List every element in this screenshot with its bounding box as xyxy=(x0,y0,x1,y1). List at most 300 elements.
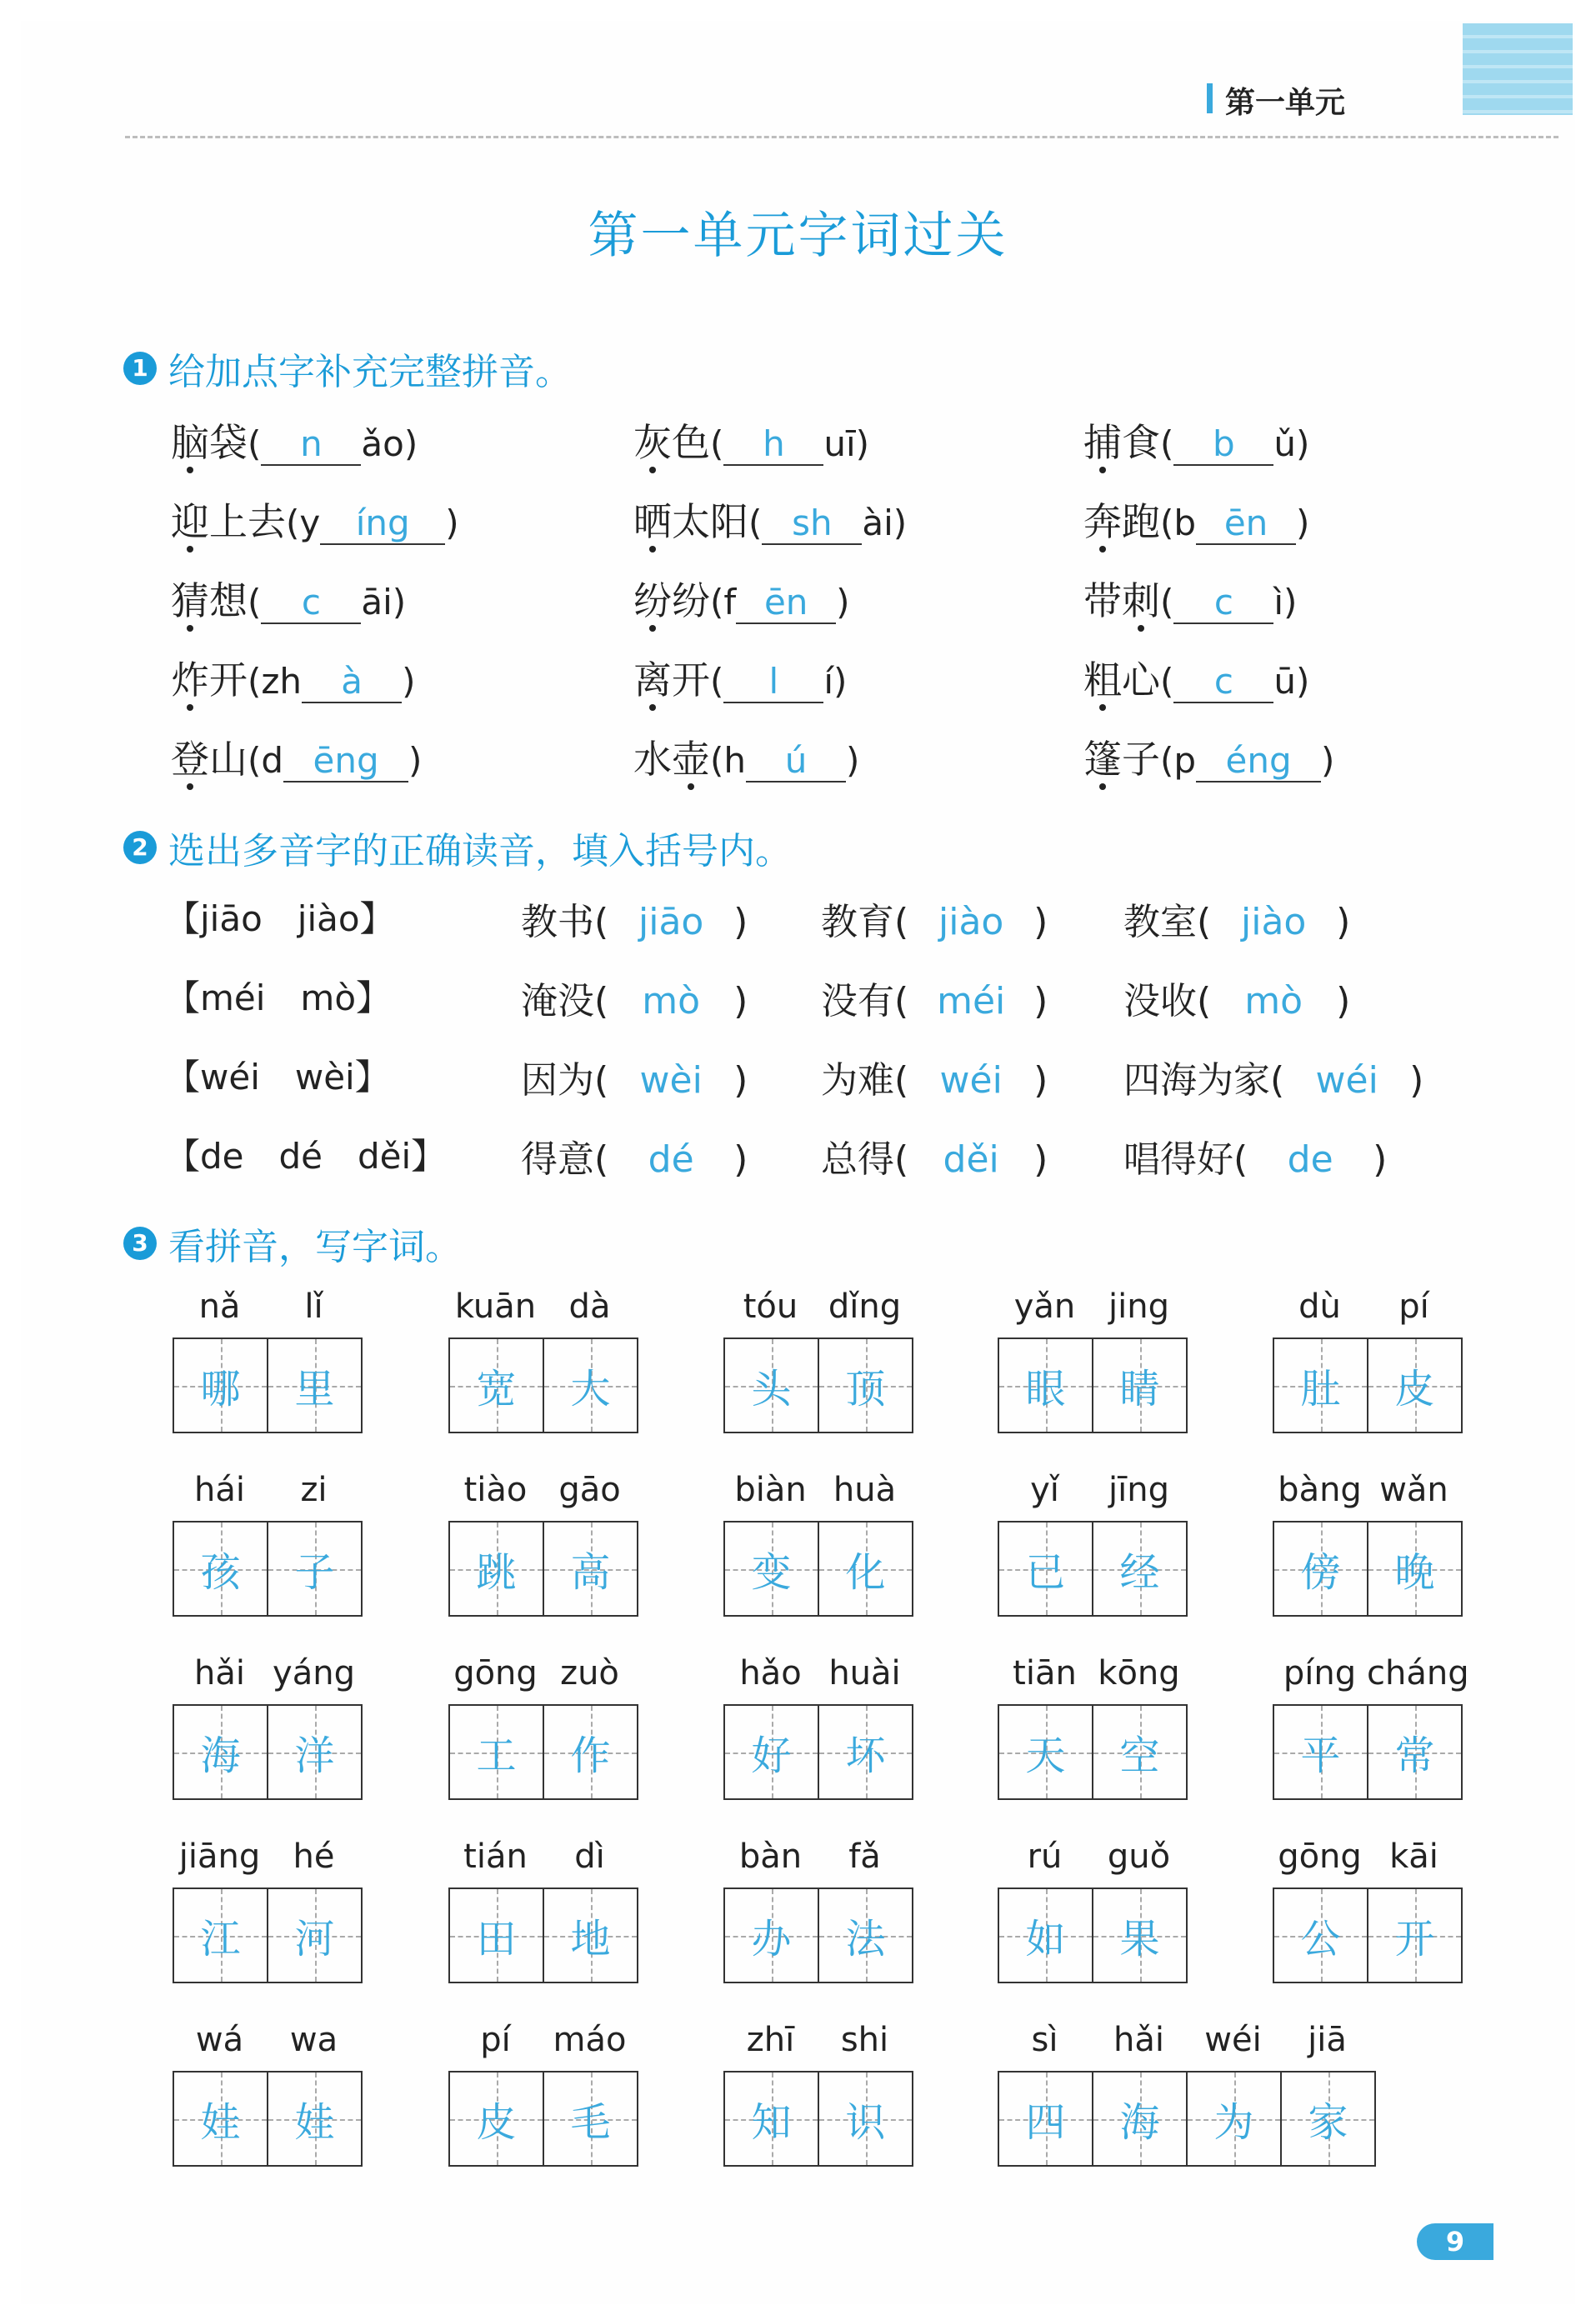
reading-options: 【wéi wèi】 xyxy=(165,1057,390,1098)
hanzi: 带 xyxy=(1083,578,1122,623)
writing-cell[interactable] xyxy=(1274,1339,1368,1432)
pinyin-prefix: (h xyxy=(710,740,747,781)
reading-answer[interactable]: jiāo xyxy=(638,901,704,943)
writing-cell[interactable] xyxy=(1274,1706,1368,1798)
writing-cell[interactable] xyxy=(174,1339,268,1432)
writing-cell[interactable] xyxy=(174,1889,268,1982)
reading-answer[interactable]: de xyxy=(1287,1138,1333,1181)
pinyin-suffix: ) xyxy=(846,740,860,781)
word-box-group xyxy=(723,1838,913,1983)
word-box-group xyxy=(998,2021,1376,2167)
written-character: 宽 xyxy=(476,1366,517,1412)
writing-cell[interactable] xyxy=(450,1522,544,1615)
pinyin-answer[interactable]: c xyxy=(261,582,361,624)
written-character: 法 xyxy=(845,1916,886,1962)
writing-cell[interactable] xyxy=(450,1339,544,1432)
writing-cell[interactable] xyxy=(268,1706,361,1798)
writing-cell[interactable] xyxy=(999,1706,1093,1798)
hanzi: 跑 xyxy=(1122,499,1160,544)
tianzige-boxes xyxy=(448,2071,638,2167)
pinyin-prefix: ( xyxy=(248,423,262,464)
pinyin-answer[interactable]: b xyxy=(1173,423,1273,466)
writing-cell[interactable] xyxy=(544,1706,637,1798)
writing-cell[interactable] xyxy=(450,1889,544,1982)
pinyin-fill-item xyxy=(633,571,850,626)
written-character: 眼 xyxy=(1025,1366,1066,1412)
close-paren: ) xyxy=(1336,980,1351,1022)
reading-options: 【de dé děi】 xyxy=(165,1136,447,1177)
close-paren: ) xyxy=(733,1138,748,1181)
pinyin-row xyxy=(173,1288,363,1338)
pinyin-row xyxy=(173,1838,363,1888)
polyphone-item xyxy=(821,1129,1048,1182)
hanzi: 刺 xyxy=(1122,578,1160,623)
writing-cell[interactable] xyxy=(174,2072,268,2165)
pinyin-syllable: cháng xyxy=(1367,1654,1469,1692)
writing-cell[interactable] xyxy=(1093,1706,1186,1798)
writing-cell[interactable] xyxy=(819,1339,912,1432)
open-paren: ( xyxy=(1197,901,1212,943)
word: 因为 xyxy=(521,1059,594,1102)
open-paren: ( xyxy=(894,1138,909,1181)
pinyin-syllable: jing xyxy=(1108,1288,1169,1326)
pinyin-syllable: lǐ xyxy=(304,1288,323,1326)
hanzi: 色 xyxy=(672,420,710,465)
written-character: 田 xyxy=(476,1916,517,1962)
written-character: 果 xyxy=(1119,1916,1160,1962)
written-character: 高 xyxy=(570,1549,611,1596)
pinyin-row xyxy=(723,2021,913,2071)
pinyin-answer[interactable]: íng xyxy=(320,502,445,545)
written-character: 常 xyxy=(1394,1732,1435,1779)
pinyin-answer[interactable]: n xyxy=(261,423,361,466)
pinyin-answer[interactable]: éng xyxy=(1196,740,1321,782)
writing-cell[interactable] xyxy=(544,1889,637,1982)
tianzige-boxes xyxy=(173,1704,363,1800)
pinyin-syllable: fǎ xyxy=(848,1838,881,1876)
word-box-group xyxy=(448,1838,638,1983)
writing-cell[interactable] xyxy=(268,1522,361,1615)
polyphone-item xyxy=(1123,892,1350,945)
hanzi: 食 xyxy=(1122,420,1160,465)
written-character: 坏 xyxy=(845,1732,886,1779)
pinyin-syllable: guǒ xyxy=(1107,1838,1171,1876)
hanzi: 心 xyxy=(1122,658,1160,702)
pinyin-fill-item xyxy=(633,650,847,705)
writing-cell[interactable] xyxy=(999,1339,1093,1432)
word: 没收 xyxy=(1123,980,1197,1022)
written-character: 为 xyxy=(1213,2099,1254,2146)
word-box-group xyxy=(1273,1654,1469,1800)
pinyin-prefix: (zh xyxy=(248,661,303,702)
word-box-group xyxy=(448,1288,638,1433)
written-character: 海 xyxy=(1119,2099,1160,2146)
pinyin-row xyxy=(448,1288,638,1338)
close-paren: ) xyxy=(1336,901,1351,943)
pinyin-syllable: yáng xyxy=(273,1654,355,1692)
section-heading-text: 看拼音，写字词。 xyxy=(168,1226,462,1268)
pinyin-fill-item xyxy=(1083,492,1309,547)
written-character: 江 xyxy=(200,1916,241,1962)
writing-cell[interactable] xyxy=(268,2072,361,2165)
pinyin-suffix: ) xyxy=(445,502,459,543)
word-box-group xyxy=(723,2021,913,2167)
open-paren: ( xyxy=(1270,1059,1285,1102)
pinyin-row xyxy=(723,1838,913,1888)
hanzi: 灰 xyxy=(633,420,672,465)
pinyin-suffix: ) xyxy=(836,582,850,622)
writing-cell[interactable] xyxy=(544,1339,637,1432)
pinyin-row xyxy=(1273,1838,1463,1888)
writing-cell[interactable] xyxy=(450,2072,544,2165)
hanzi: 山 xyxy=(209,737,248,782)
written-character: 子 xyxy=(294,1549,335,1596)
writing-cell[interactable] xyxy=(1274,1889,1368,1982)
pinyin-row xyxy=(998,1288,1188,1338)
close-paren: ) xyxy=(1033,980,1048,1022)
pinyin-fill-item xyxy=(171,412,418,468)
written-character: 皮 xyxy=(476,2099,517,2146)
pinyin-row xyxy=(998,1654,1188,1704)
pinyin-fill-item xyxy=(171,571,406,626)
pinyin-syllable: tiān xyxy=(1013,1654,1077,1692)
writing-cell[interactable] xyxy=(999,2072,1093,2165)
pinyin-row xyxy=(1273,1471,1463,1521)
polyphone-item xyxy=(1123,1050,1423,1103)
reading-answer[interactable]: děi xyxy=(943,1138,999,1181)
hanzi: 粗 xyxy=(1083,658,1122,702)
hanzi: 开 xyxy=(672,658,710,702)
header-divider xyxy=(125,136,1558,138)
written-character: 经 xyxy=(1119,1549,1160,1596)
writing-cell[interactable] xyxy=(268,1889,361,1982)
pinyin-row xyxy=(1273,1288,1463,1338)
hanzi: 水 xyxy=(633,737,672,782)
pinyin-prefix: ( xyxy=(710,661,724,702)
section-heading-text: 选出多音字的正确读音，填入括号内。 xyxy=(168,830,792,872)
written-character: 肚 xyxy=(1300,1366,1341,1412)
pinyin-prefix: (p xyxy=(1160,740,1197,781)
pinyin-syllable: pí xyxy=(480,2021,511,2059)
tianzige-boxes xyxy=(723,1521,913,1617)
corner-tab-decoration xyxy=(1463,23,1573,115)
close-paren: ) xyxy=(1409,1059,1424,1102)
written-character: 家 xyxy=(1308,2099,1348,2146)
reading-answer[interactable]: jiào xyxy=(938,901,1004,943)
reading-answer[interactable]: mò xyxy=(642,980,701,1022)
written-character: 哪 xyxy=(200,1366,241,1412)
pinyin-suffix: ǔ) xyxy=(1273,423,1310,464)
written-character: 四 xyxy=(1025,2099,1066,2146)
reading-answer[interactable]: méi xyxy=(937,980,1006,1022)
tianzige-boxes xyxy=(1273,1704,1463,1800)
hanzi: 捕 xyxy=(1083,420,1122,465)
tianzige-boxes xyxy=(173,1888,363,1983)
pinyin-answer[interactable]: ēn xyxy=(736,582,836,624)
written-character: 皮 xyxy=(1394,1366,1435,1412)
pinyin-fill-item xyxy=(633,729,859,784)
polyphone-item xyxy=(821,1050,1048,1103)
word-box-group xyxy=(723,1471,913,1617)
tianzige-boxes xyxy=(723,1704,913,1800)
word-box-group xyxy=(1273,1838,1463,1983)
word-box-group xyxy=(448,1471,638,1617)
open-paren: ( xyxy=(1233,1138,1248,1181)
pinyin-answer[interactable]: à xyxy=(302,661,402,703)
pinyin-syllable: shi xyxy=(840,2021,889,2059)
polyphone-item xyxy=(821,971,1048,1024)
word: 为难 xyxy=(821,1059,894,1102)
pinyin-syllable: máo xyxy=(553,2021,627,2059)
open-paren: ( xyxy=(594,980,609,1022)
written-character: 化 xyxy=(845,1549,886,1596)
writing-cell[interactable] xyxy=(819,1889,912,1982)
section3-heading xyxy=(123,1217,462,1270)
tianzige-boxes xyxy=(1273,1888,1463,1983)
tianzige-boxes xyxy=(173,1521,363,1617)
writing-cell[interactable] xyxy=(1274,1522,1368,1615)
reading-answer[interactable]: wéi xyxy=(1315,1059,1378,1102)
pinyin-prefix: (y xyxy=(286,502,321,543)
pinyin-syllable: wá xyxy=(195,2021,244,2059)
polyphone-item xyxy=(521,971,748,1024)
hanzi: 壶 xyxy=(672,737,710,782)
open-paren: ( xyxy=(594,1059,609,1102)
pinyin-syllable: pí xyxy=(1398,1288,1429,1326)
pinyin-prefix: ( xyxy=(1160,582,1174,622)
writing-cell[interactable] xyxy=(725,1889,819,1982)
writing-cell[interactable] xyxy=(725,1706,819,1798)
word-box-group xyxy=(448,2021,638,2167)
writing-cell[interactable] xyxy=(999,1889,1093,1982)
word-box-group xyxy=(1273,1471,1463,1617)
tianzige-boxes xyxy=(998,1704,1188,1800)
pinyin-suffix: ǎo) xyxy=(361,423,418,464)
reading-answer[interactable]: mò xyxy=(1244,980,1303,1022)
pinyin-answer[interactable]: h xyxy=(723,423,823,466)
pinyin-syllable: yǐ xyxy=(1030,1471,1059,1509)
word: 得意 xyxy=(521,1138,594,1181)
writing-cell[interactable] xyxy=(174,1706,268,1798)
written-character: 海 xyxy=(200,1732,241,1779)
written-character: 大 xyxy=(570,1366,611,1412)
written-character: 娃 xyxy=(294,2099,335,2146)
hanzi: 上 xyxy=(209,499,248,544)
pinyin-suffix: uī) xyxy=(823,423,870,464)
pinyin-answer[interactable]: l xyxy=(723,661,823,703)
reading-answer[interactable]: wèi xyxy=(639,1059,703,1102)
word-box-group xyxy=(998,1288,1188,1433)
word-box-group xyxy=(173,1288,363,1433)
pinyin-syllable: huà xyxy=(833,1471,897,1509)
pinyin-answer[interactable]: ú xyxy=(746,740,846,782)
open-paren: ( xyxy=(894,901,909,943)
reading-answer[interactable]: dé xyxy=(648,1138,694,1181)
word-box-group xyxy=(723,1288,913,1433)
close-paren: ) xyxy=(1373,1138,1388,1181)
writing-cell[interactable] xyxy=(1093,1339,1186,1432)
close-paren: ) xyxy=(733,1059,748,1102)
writing-cell[interactable] xyxy=(1368,1706,1461,1798)
tianzige-boxes xyxy=(448,1704,638,1800)
writing-cell[interactable] xyxy=(725,2072,819,2165)
pinyin-syllable: tiào xyxy=(463,1471,528,1509)
word: 教书 xyxy=(521,901,594,943)
hanzi: 猜 xyxy=(171,578,209,623)
pinyin-row xyxy=(723,1288,913,1338)
pinyin-syllable: gāo xyxy=(558,1471,621,1509)
pinyin-row xyxy=(448,1838,638,1888)
section-number: 2 xyxy=(123,831,157,864)
pinyin-prefix: ( xyxy=(248,582,262,622)
writing-cell[interactable] xyxy=(1368,1889,1461,1982)
word-box-group xyxy=(998,1654,1188,1800)
writing-cell[interactable] xyxy=(819,1522,912,1615)
written-character: 地 xyxy=(570,1916,611,1962)
written-character: 已 xyxy=(1025,1549,1066,1596)
polyphone-item xyxy=(1123,971,1350,1024)
writing-cell[interactable] xyxy=(1368,1522,1461,1615)
pinyin-syllable: zi xyxy=(300,1471,328,1509)
writing-cell[interactable] xyxy=(999,1522,1093,1615)
pinyin-suffix: ) xyxy=(408,740,423,781)
pinyin-row xyxy=(723,1654,913,1704)
polyphone-item xyxy=(521,892,748,945)
writing-cell[interactable] xyxy=(268,1339,361,1432)
writing-cell[interactable] xyxy=(725,1339,819,1432)
hanzi: 离 xyxy=(633,658,672,702)
writing-cell[interactable] xyxy=(1368,1339,1461,1432)
tianzige-boxes xyxy=(448,1521,638,1617)
pinyin-syllable: wéi xyxy=(1204,2021,1262,2059)
word-box-group xyxy=(1273,1288,1463,1433)
writing-cell[interactable] xyxy=(174,1522,268,1615)
page-title: 第一单元字词过关 xyxy=(588,207,1008,265)
writing-cell[interactable] xyxy=(1188,2072,1282,2165)
pinyin-syllable: hǎi xyxy=(1113,2021,1164,2059)
pinyin-syllable: zuò xyxy=(560,1654,619,1692)
word-box-group xyxy=(173,1654,363,1800)
writing-cell[interactable] xyxy=(819,2072,912,2165)
tianzige-boxes xyxy=(448,1888,638,1983)
pinyin-fill-item xyxy=(171,729,422,784)
pinyin-row xyxy=(723,1471,913,1521)
writing-cell[interactable] xyxy=(1093,1522,1186,1615)
written-character: 头 xyxy=(751,1366,792,1412)
writing-cell[interactable] xyxy=(1093,2072,1188,2165)
section-number: 1 xyxy=(123,352,157,385)
written-character: 孩 xyxy=(200,1549,241,1596)
pinyin-syllable: dǐng xyxy=(828,1288,902,1326)
pinyin-answer[interactable]: ēng xyxy=(283,740,408,782)
written-character: 里 xyxy=(294,1366,335,1412)
reading-answer[interactable]: wéi xyxy=(939,1059,1003,1102)
unit-label: 第一单元 xyxy=(1225,86,1346,120)
writing-cell[interactable] xyxy=(544,1522,637,1615)
pinyin-suffix: ū) xyxy=(1273,661,1310,702)
writing-cell[interactable] xyxy=(1282,2072,1374,2165)
writing-cell[interactable] xyxy=(544,2072,637,2165)
pinyin-syllable: hǎi xyxy=(194,1654,245,1692)
pinyin-syllable: gōng xyxy=(1278,1838,1362,1876)
writing-cell[interactable] xyxy=(819,1706,912,1798)
reading-options: 【méi mò】 xyxy=(165,978,392,1018)
pinyin-syllable: dù xyxy=(1298,1288,1341,1326)
writing-cell[interactable] xyxy=(450,1706,544,1798)
pinyin-suffix: ) xyxy=(1296,502,1310,543)
polyphone-item xyxy=(521,1050,748,1103)
tianzige-boxes xyxy=(723,2071,913,2167)
written-character: 平 xyxy=(1300,1732,1341,1779)
tianzige-boxes xyxy=(723,1338,913,1433)
pinyin-syllable: jiā xyxy=(1308,2021,1347,2059)
pinyin-answer[interactable]: c xyxy=(1173,582,1273,624)
hanzi: 袋 xyxy=(209,420,248,465)
hanzi: 子 xyxy=(1122,737,1160,782)
pinyin-row xyxy=(173,1471,363,1521)
section2-heading xyxy=(123,821,792,874)
pinyin-row xyxy=(448,1654,638,1704)
pinyin-syllable: yǎn xyxy=(1013,1288,1076,1326)
pinyin-row xyxy=(1273,1654,1469,1704)
hanzi: 去 xyxy=(248,499,286,544)
pinyin-syllable: hé xyxy=(293,1838,335,1876)
word-box-group xyxy=(723,1654,913,1800)
word: 淹没 xyxy=(521,980,594,1022)
close-paren: ) xyxy=(1033,1138,1048,1181)
pinyin-suffix: í) xyxy=(823,661,848,702)
pinyin-prefix: (f xyxy=(710,582,737,622)
word: 教室 xyxy=(1123,901,1197,943)
word-box-group xyxy=(173,1838,363,1983)
tianzige-boxes xyxy=(1273,1338,1463,1433)
hanzi: 想 xyxy=(209,578,248,623)
written-character: 好 xyxy=(751,1732,792,1779)
writing-cell[interactable] xyxy=(1093,1889,1186,1982)
pinyin-fill-item xyxy=(1083,412,1309,468)
word-box-group xyxy=(173,2021,363,2167)
pinyin-answer[interactable]: sh xyxy=(762,502,862,545)
reading-answer[interactable]: jiào xyxy=(1241,901,1307,943)
written-character: 空 xyxy=(1119,1732,1160,1779)
pinyin-syllable: dà xyxy=(568,1288,611,1326)
pinyin-suffix: ) xyxy=(402,661,416,702)
writing-cell[interactable] xyxy=(725,1522,819,1615)
pinyin-syllable: bàng xyxy=(1278,1471,1362,1509)
pinyin-prefix: ( xyxy=(1160,423,1174,464)
pinyin-answer[interactable]: c xyxy=(1173,661,1273,703)
close-paren: ) xyxy=(1033,1059,1048,1102)
pinyin-answer[interactable]: ēn xyxy=(1196,502,1296,545)
word: 总得 xyxy=(821,1138,894,1181)
tianzige-boxes xyxy=(998,1338,1188,1433)
pinyin-fill-item xyxy=(1083,650,1309,705)
word: 四海为家 xyxy=(1123,1059,1270,1102)
written-character: 河 xyxy=(294,1916,335,1962)
hanzi: 登 xyxy=(171,737,209,782)
written-character: 娃 xyxy=(200,2099,241,2146)
written-character: 傍 xyxy=(1300,1549,1341,1596)
pinyin-prefix: ( xyxy=(748,502,763,543)
written-character: 知 xyxy=(751,2099,792,2146)
hanzi: 晒 xyxy=(633,499,672,544)
tianzige-boxes xyxy=(723,1888,913,1983)
tianzige-boxes xyxy=(173,2071,363,2167)
tianzige-boxes xyxy=(998,1521,1188,1617)
close-paren: ) xyxy=(1033,901,1048,943)
close-paren: ) xyxy=(733,901,748,943)
pinyin-row xyxy=(173,2021,363,2071)
